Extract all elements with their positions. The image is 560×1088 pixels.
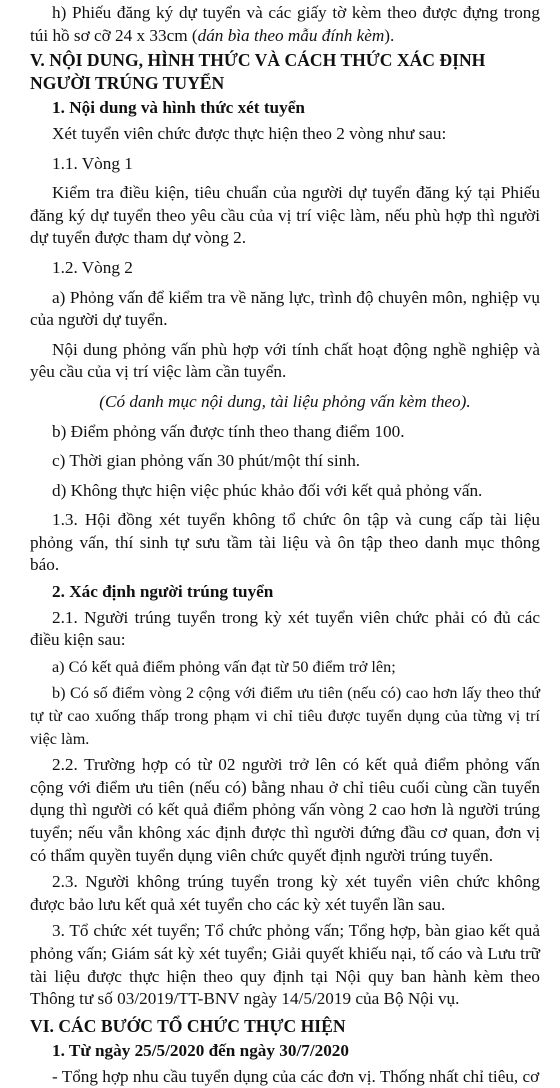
item-h-end: ).	[384, 25, 395, 45]
subheading-vi-1: 1. Từ ngày 25/5/2020 đến ngày 30/7/2020	[52, 1041, 349, 1061]
paragraph-1-3: 1.3. Hội đồng xét tuyển không tổ chức ôn tập và cung cấp tài liệu phỏng vấn, thí sinh tự sưu tầm tài liệu và ôn tập theo danh mục thông báo.	[30, 510, 540, 575]
paragraph-2-1-a: a) Có kết quả điểm phỏng vấn đạt từ 50 điểm trở lên;	[52, 657, 396, 676]
subheading-2: 2. Xác định người trúng tuyển	[52, 582, 274, 602]
vong2-b: b) Điểm phỏng vấn được tính theo thang điểm 100.	[52, 421, 405, 441]
paragraph-3: 3. Tổ chức xét tuyển; Tổ chức phỏng vấn; Tổng hợp, bàn giao kết quả phỏng vấn; Giám sát kỳ xét tuyển; Giải quyết khiếu nại, tố cáo và Lưu trữ tài liệu được thực hiện theo quy định tại Nội quy ban hành kèm theo Thông tư số 03/2019/TT-BNV ngày 14/5/2019 của Bộ Nội vụ.	[30, 921, 540, 1009]
vong2-title: 1.2. Vòng 2	[52, 257, 133, 277]
paragraph-2-2: 2.2. Trường hợp có từ 02 người trở lên có kết quả điểm phỏng vấn cộng với điểm ưu tiên (nếu có) bằng nhau ở chỉ tiêu cuối cùng cần tuyển dụng thì người có kết quả điểm phỏng vấn vòng 2 cao hơn là người trúng tuyển; nếu vẫn không xác định được thì người đứng đầu cơ quan, đơn vị có thẩm quyền tuyển dụng viên chức quyết định người trúng tuyển.	[30, 755, 540, 865]
vong2-content: Nội dung phỏng vấn phù hợp với tính chất hoạt động nghề nghiệp và yêu cầu của vị trí việc làm cần tuyển.	[30, 339, 540, 382]
paragraph-2-1: 2.1. Người trúng tuyển trong kỳ xét tuyển viên chức phải có đủ các điều kiện sau:	[30, 607, 540, 650]
item-h-italic: dán bìa theo mẫu đính kèm	[197, 25, 385, 45]
vong2-a: a) Phỏng vấn để kiểm tra về năng lực, trình độ chuyên môn, nghiệp vụ của người dự tuyển.	[30, 287, 540, 330]
vong2-d: d) Không thực hiện việc phúc khảo đối với kết quả phỏng vấn.	[52, 480, 483, 500]
section-vi-heading: VI. CÁC BƯỚC TỔ CHỨC THỰC HIỆN	[30, 1015, 346, 1036]
section-v-heading: V. NỘI DUNG, HÌNH THỨC VÀ CÁCH THỨC XÁC ĐỊNH NGƯỜI TRÚNG TUYỂN	[30, 50, 486, 93]
subheading-1: 1. Nội dung và hình thức xét tuyển	[52, 98, 305, 118]
paragraph-2-3: 2.3. Người không trúng tuyển trong kỳ xét tuyển viên chức không được bảo lưu kết quả xét tuyển cho các kỳ xét tuyển lần sau.	[30, 872, 540, 914]
paragraph-last: - Tổng hợp nhu cầu tuyển dụng của các đơn vị. Thống nhất chỉ tiêu, cơ	[52, 1066, 540, 1086]
vong2-c: c) Thời gian phỏng vấn 30 phút/một thí sinh.	[52, 451, 361, 471]
vong2-note: (Có danh mục nội dung, tài liệu phỏng vấn kèm theo).	[99, 391, 471, 411]
vong1-title: 1.1. Vòng 1	[52, 153, 133, 173]
item-h	[30, 2, 540, 47]
paragraph-2-1-b: b) Có số điểm vòng 2 cộng với điểm ưu tiên (nếu có) cao hơn lấy theo thứ tự từ cao xuống thấp trong phạm vi chỉ tiêu được tuyển dụng của từng vị trí việc làm.	[30, 684, 540, 748]
paragraph-intro: Xét tuyển viên chức được thực hiện theo 2 vòng như sau:	[52, 123, 447, 143]
vong1-text: Kiểm tra điều kiện, tiêu chuẩn của người dự tuyển đăng ký tại Phiếu đăng ký dự tuyển theo yêu cầu của vị trí việc làm, nếu phù hợp thì người dự tuyển được tham dự vòng 2.	[30, 183, 540, 248]
item-h-text: h) Phiếu đăng ký dự tuyển và các giấy tờ kèm theo được đựng trong túi hồ sơ cỡ 24 x 33cm (	[30, 3, 540, 45]
